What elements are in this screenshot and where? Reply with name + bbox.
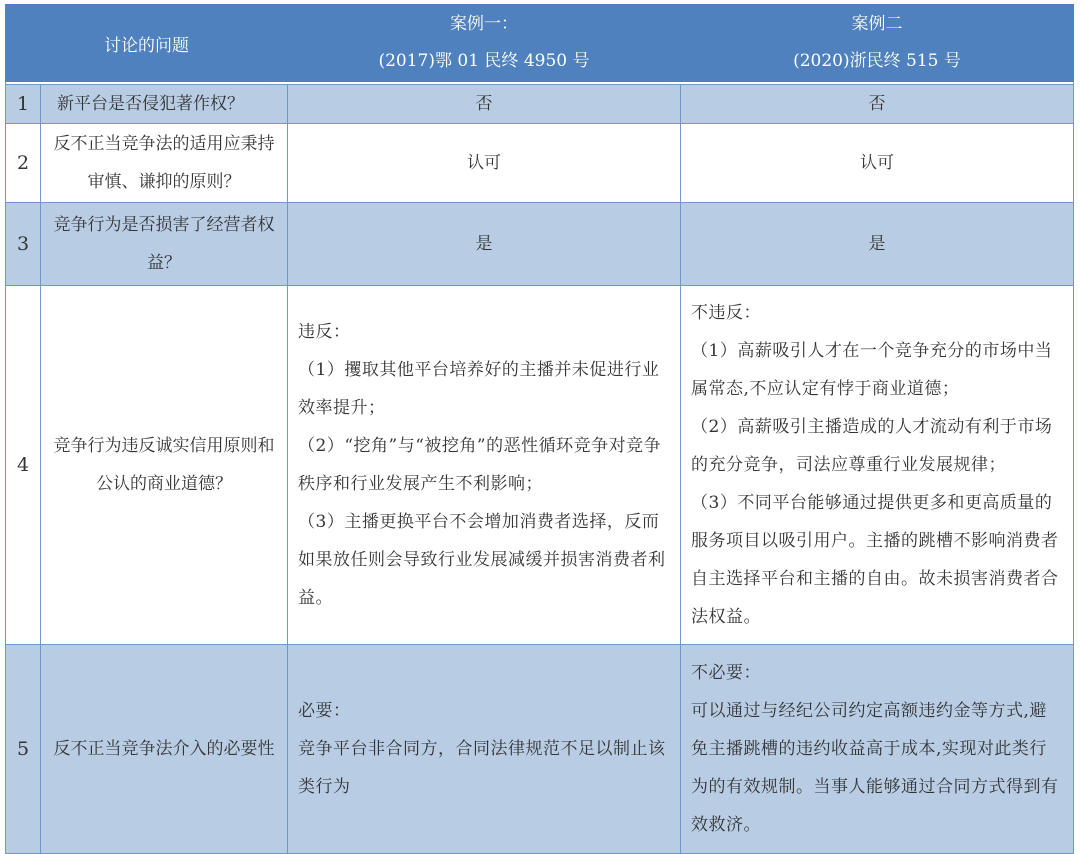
case1-verdict: 必要： xyxy=(298,701,351,721)
row-question: 反不正当竞争法的适用应秉持审慎、谦抑的原则？ xyxy=(41,124,288,203)
table-row xyxy=(6,645,1074,854)
row-question: 反不正当竞争法介入的必要性 xyxy=(41,645,288,854)
row-case1-analysis xyxy=(288,645,681,854)
header-case2-title: 案例二 xyxy=(851,14,903,34)
case2-reason: 可以通过与经纪公司约定高额违约金等方式,避免主播跳槽的违约收益高于成本,实现对此类行为的有效规制。当事人能够通过合同方式得到有效救济。 xyxy=(691,701,1059,835)
header-case1-title: 案例一： xyxy=(450,14,518,34)
row-question: 新平台是否侵犯著作权？ xyxy=(41,85,288,124)
table-row xyxy=(6,85,1074,124)
row-case2-answer: 认可 xyxy=(681,124,1074,203)
row-case1-analysis xyxy=(288,286,681,645)
row-question: 竞争行为违反诚实信用原则和公认的商业道德？ xyxy=(41,286,288,645)
header-question-label: 讨论的问题 xyxy=(104,35,189,56)
table-header-row xyxy=(6,5,1074,82)
case1-verdict: 违反： xyxy=(298,322,351,342)
case1-reason: 竞争平台非合同方，合同法律规范不足以制止该类行为 xyxy=(298,739,666,797)
case2-point-3: （3）不同平台能够通过提供更多和更高质量的服务项目以吸引用户。主播的跳槽不影响消费者自主选择平台和主播的自由。故未损害消费者合法权益。 xyxy=(691,493,1059,627)
row-case2-answer: 否 xyxy=(681,85,1074,124)
table-row xyxy=(6,286,1074,645)
row-case2-analysis xyxy=(681,645,1074,854)
row-question: 竞争行为是否损害了经营者权益？ xyxy=(41,203,288,286)
row-case1-answer: 认可 xyxy=(288,124,681,203)
row-case1-answer: 否 xyxy=(288,85,681,124)
case1-point-1: （1）攫取其他平台培养好的主播并未促进行业效率提升； xyxy=(298,360,660,418)
header-case2-number: (2020)浙民终 515 号 xyxy=(793,51,961,71)
row-number: 5 xyxy=(6,645,41,854)
row-number: 4 xyxy=(6,286,41,645)
row-case2-answer: 是 xyxy=(681,203,1074,286)
header-question xyxy=(6,5,288,82)
table-row xyxy=(6,203,1074,286)
table-row xyxy=(6,124,1074,203)
header-case1-number: (2017)鄂 01 民终 4950 号 xyxy=(378,51,590,71)
row-case2-analysis xyxy=(681,286,1074,645)
case2-verdict: 不违反： xyxy=(691,303,761,323)
header-case2 xyxy=(681,5,1074,82)
case2-point-2: （2）高薪吸引主播造成的人才流动有利于市场的充分竞争，司法应尊重行业发展规律； xyxy=(691,417,1053,475)
row-number: 1 xyxy=(6,85,41,124)
case-comparison-table xyxy=(5,4,1074,854)
header-case1 xyxy=(288,5,681,82)
case2-point-1: （1）高薪吸引人才在一个竞争充分的市场中当属常态,不应认定有悖于商业道德； xyxy=(691,341,1053,399)
comparison-table-container xyxy=(5,4,1073,854)
case1-point-3: （3）主播更换平台不会增加消费者选择，反而如果放任则会导致行业发展减缓并损害消费者利益。 xyxy=(298,512,666,608)
row-number: 3 xyxy=(6,203,41,286)
row-case1-answer: 是 xyxy=(288,203,681,286)
case2-verdict: 不必要： xyxy=(691,663,761,683)
case1-point-2: （2）“挖角”与“被挖角”的恶性循环竞争对竞争秩序和行业发展产生不利影响； xyxy=(298,436,662,494)
row-number: 2 xyxy=(6,124,41,203)
